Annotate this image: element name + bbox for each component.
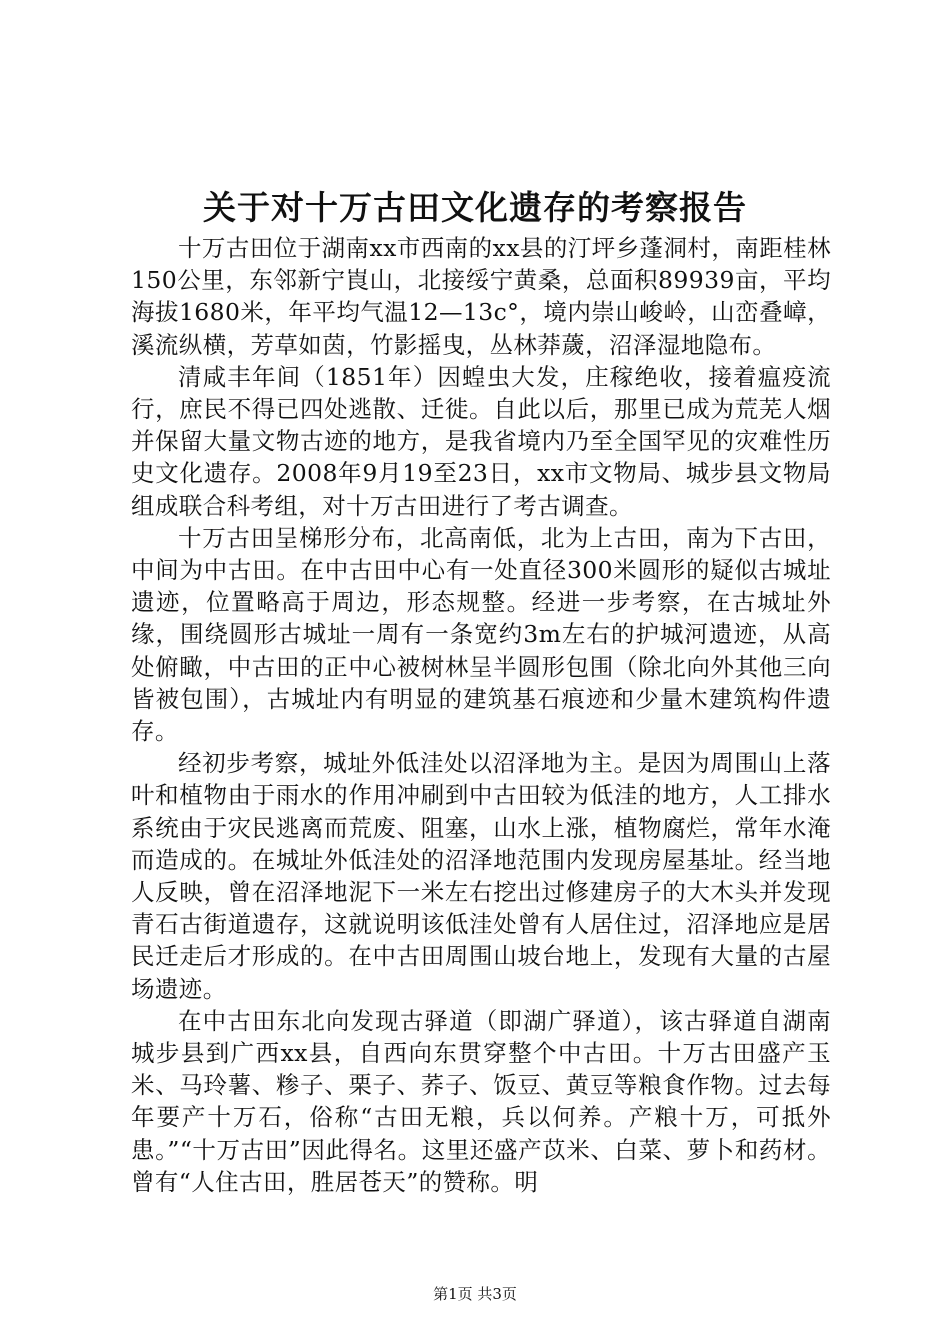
document-title: 关于对十万古田文化遗存的考察报告	[203, 188, 747, 227]
paragraph: 十万古田位于湖南xx市西南的xx县的汀坪乡蓬洞村，南距桂林150公里，东邻新宁崀山，北接绥宁黄桑，总面积89939亩，平均海拔1680米，年平均气温12—13c°，境内崇山峻岭，山峦叠嶂，溪流纵横，芳草如茵，竹影摇曳，丛林莽薉，沼泽湿地隐布。	[131, 234, 831, 359]
paragraph: 在中古田东北向发现古驿道（即湖广驿道），该古驿道自湖南城步县到广西xx县，自西向东贯穿整个中古田。十万古田盛产玉米、马玲薯、糁子、栗子、荞子、饭豆、黄豆等粮食作物。过去每年要产十万石，俗称“古田无粮，兵以何养。产粮十万，可抵外患。”“十万古田”因此得名。这里还盛产苡米、白菜、萝卜和药材。曾有“人住古田，胜居苍天”的赞称。明	[131, 1006, 831, 1196]
page-number-footer: 第1页 共3页	[433, 1285, 517, 1303]
paragraph: 经初步考察，城址外低洼处以沼泽地为主。是因为周围山上落叶和植物由于雨水的作用冲刷到中古田较为低洼的地方，人工排水系统由于灾民逃离而荒废、阻塞，山水上涨，植物腐烂，常年水淹而造成的。在城址外低洼处的沼泽地范围内发现房屋基址。经当地人反映，曾在沼泽地泥下一米左右挖出过修建房子的大木头并发现青石古街道遗存，这就说明该低洼处曾有人居住过，沼泽地应是居民迁走后才形成的。在中古田周围山坡台地上，发现有大量的古屋场遗迹。	[131, 749, 831, 1003]
paragraph: 十万古田呈梯形分布，北高南低，北为上古田，南为下古田，中间为中古田。在中古田中心有一处直径300米圆形的疑似古城址遗迹，位置略高于周边，形态规整。经进一步考察，在古城址外缘，围绕圆形古城址一周有一条宽约3m左右的护城河遗迹，从高处俯瞰，中古田的正中心被树林呈半圆形包围（除北向外其他三向皆被包围），古城址内有明显的建筑基石痕迹和少量木建筑构件遗存。	[131, 523, 831, 746]
paragraph: 清咸丰年间（1851年）因蝗虫大发，庄稼绝收，接着瘟疫流行，庶民不得已四处逃散、迁徙。自此以后，那里已成为荒芜人烟并保留大量文物古迹的地方，是我省境内乃至全国罕见的灾难性历史文化遗存。2008年9月19至23日，xx市文物局、城步县文物局组成联合科考组，对十万古田进行了考古调查。	[131, 362, 831, 520]
document-body	[131, 232, 831, 1198]
